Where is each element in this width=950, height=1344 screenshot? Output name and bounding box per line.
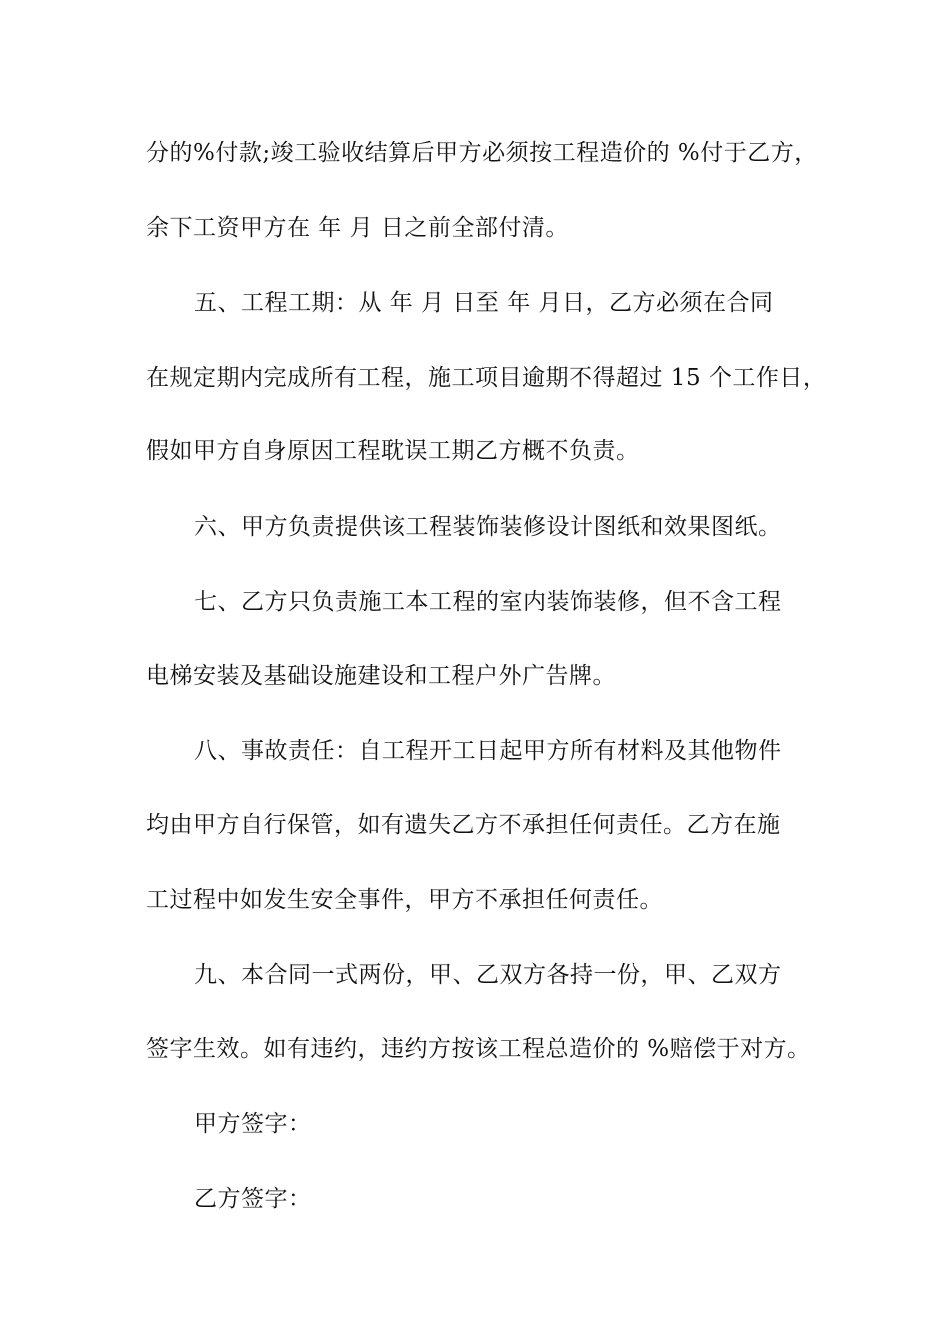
text-line: 均由甲方自行保管，如有遗失乙方不承担任何责任。乙方在施 bbox=[146, 812, 781, 838]
text-line: 在规定期内完成所有工程，施工项目逾期不得超过 15 个工作日， bbox=[146, 365, 827, 391]
text-line: 签字生效。如有违约，违约方按该工程总造价的 %赔偿于对方。 bbox=[146, 1036, 811, 1062]
clause-9-heading-line: 九、本合同一式两份，甲、乙双方各持一份，甲、乙双方 bbox=[194, 962, 782, 988]
clause-5-heading-line: 五、工程工期：从 年 月 日至 年 月日，乙方必须在合同 bbox=[194, 290, 774, 316]
clause-6-line: 六、甲方负责提供该工程装饰装修设计图纸和效果图纸。 bbox=[194, 514, 782, 540]
text-line: 工过程中如发生安全事件，甲方不承担任何责任。 bbox=[146, 887, 663, 913]
clause-8-heading-line: 八、事故责任：自工程开工日起甲方所有材料及其他物件 bbox=[194, 738, 782, 764]
text-line: 余下工资甲方在 年 月 日之前全部付清。 bbox=[146, 215, 569, 241]
text-line: 分的%付款;竣工验收结算后甲方必须按工程造价的 %付于乙方， bbox=[146, 140, 818, 166]
clause-7-heading-line: 七、乙方只负责施工本工程的室内装饰装修，但不含工程 bbox=[194, 589, 782, 615]
text-line: 假如甲方自身原因工程耽误工期乙方概不负责。 bbox=[146, 438, 640, 464]
party-a-signature-label: 甲方签字： bbox=[194, 1111, 312, 1137]
text-line: 电梯安装及基础设施建设和工程户外广告牌。 bbox=[146, 663, 616, 689]
party-b-signature-label: 乙方签字： bbox=[194, 1186, 312, 1212]
